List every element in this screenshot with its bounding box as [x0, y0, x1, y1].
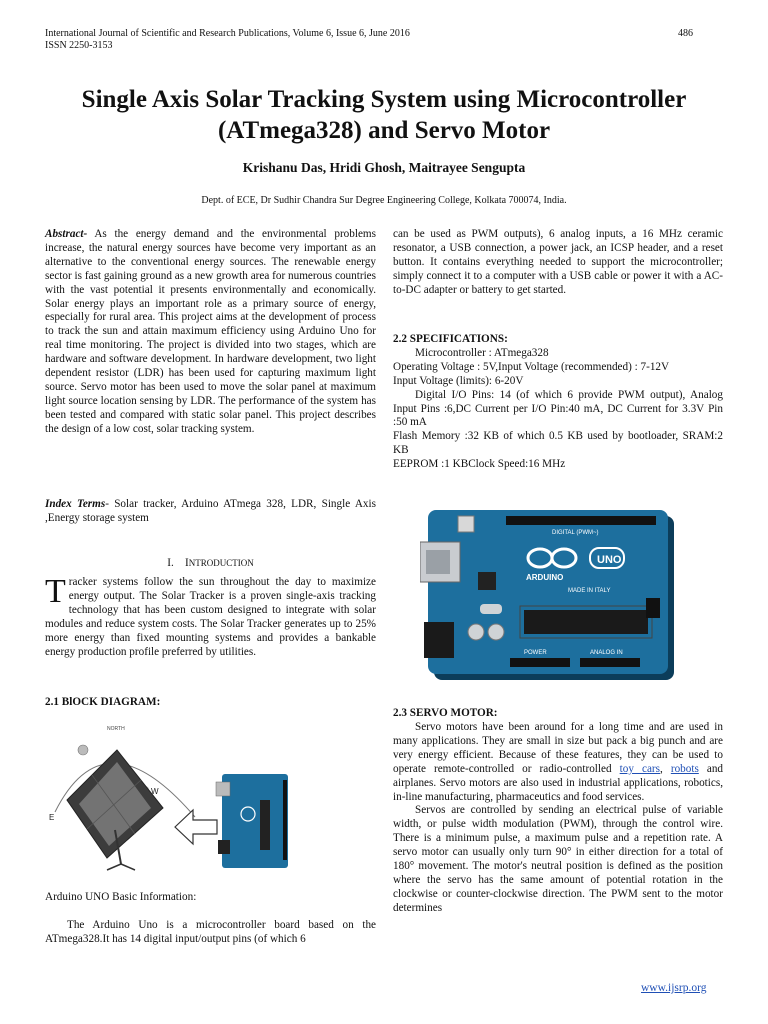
west-label: W [151, 787, 159, 796]
spec-line: Operating Voltage : 5V,Input Voltage (recommended) : 7-12V [393, 360, 670, 373]
power-jack-small [218, 840, 230, 854]
abstract [45, 228, 376, 437]
atmega-chip [524, 610, 648, 634]
intro-number: I. [167, 557, 174, 569]
spec-line: Input Voltage (limits): 6-20V [393, 374, 524, 387]
power-header [510, 658, 570, 667]
issn: ISSN 2250-3153 [45, 40, 113, 51]
title-line-2: (ATmega328) and Servo Motor [217, 117, 551, 144]
servo-p1-b: , [660, 762, 671, 775]
servo-p1-c: and airplanes. Servo motors are also used in industrial applications, robotics, in-line manufacturing, pharmaceutics and food services. [393, 762, 724, 803]
chip-small [260, 800, 270, 850]
north-label: NORTH [107, 726, 125, 732]
usb-port-inner [426, 550, 450, 574]
panel-stand-leg [121, 864, 135, 870]
specs-heading: 2.2 SPECIFICATIONS: [393, 333, 508, 345]
intro-heading-rest: NTRODUCTION [188, 558, 254, 568]
capacitor [468, 624, 484, 640]
block-diagram-heading: 2.1 BlOCK DIAGRAM: [45, 696, 161, 708]
arrow-icon [175, 810, 217, 844]
affiliation: Dept. of ECE, Dr Sudhir Chandra Sur Degree Engineering College, Kolkata 700074, India. [201, 195, 567, 206]
paper-title [20, 84, 748, 146]
servo-p2: Servos are controlled by sending an electrical pulse of variable width, or pulse width modulation (PWM), through the control wire. There is a minimum pulse, a maximum pulse and a repetition rate. A servo motor can usually only turn 90° in either direction for a total of 180° movement. The motor's neutral position is defined as the position where the servo has the same amount of potential rotation in the clockwise or counter-clockwise direction. The PWM sent to the motor determines [393, 804, 723, 914]
arduino-uno-figure [420, 506, 682, 686]
capacitor [488, 624, 504, 640]
index-terms-text: - Solar tracker, Arduino ATmega 328, LDR, Single Axis ,Energy storage system [45, 498, 376, 524]
sun-icon [78, 745, 88, 755]
servo-p1-a: Servo motors have been around for a long time and are used in many applications. They are small in size but pack a big punch and are very energy efficient. Because of these features, they can be used to operate remote-controlled or radio-controlled [393, 721, 723, 775]
spec-line: Digital I/O Pins: 14 (of which 6 provide PWM output), Analog Input Pins :6,DC Current per I/O Pin:40 mA, DC Current for 3.3V Pin :50 mA [393, 388, 723, 429]
panel-stand-leg [107, 864, 121, 870]
journal-header: International Journal of Scientific and Research Publications, Volume 6, Issue 6, June 2016 [45, 28, 410, 39]
crystal [480, 604, 502, 614]
robots-link[interactable]: robots [670, 762, 699, 775]
abstract-label: Abstract- [45, 228, 88, 240]
east-label: E [49, 813, 55, 822]
power-jack [424, 622, 454, 658]
arduino-board-small [222, 774, 288, 868]
analog-label: ANALOG IN [590, 650, 623, 656]
page-number: 486 [678, 28, 693, 39]
reset-button [458, 516, 474, 532]
brand-label: ARDUINO [526, 573, 564, 582]
analog-header [580, 658, 640, 667]
authors: Krishanu Das, Hridi Ghosh, Maitrayee Sengupta [242, 160, 526, 175]
servo-text [393, 721, 723, 916]
spec-line: Flash Memory :32 KB of which 0.5 KB used by bootloader, SRAM:2 KB [393, 430, 723, 457]
power-label: POWER [524, 650, 547, 656]
intro-text: racker systems follow the sun throughout the day to maximize energy output. The Solar Tracker is a proven single-axis tracking technology that has been custom designed to integrate with solar modules and reduce system costs. The Solar Tracker generates up to 25% more energy than fixed mounting systems and provides a bankable energy production profile preferred by utilities. [45, 576, 376, 658]
arduino-info-text: The Arduino Uno is a microcontroller board based on the ATmega328.It has 14 digital input/output pins (of which 6 [45, 919, 376, 945]
header-strip-small [283, 780, 287, 860]
usb-port-small [216, 782, 230, 796]
uno-label: UNO [597, 554, 622, 566]
right-top-text: can be used as PWM outputs), 6 analog inputs, a 16 MHz ceramic resonator, a USB connection, a power jack, an ICSP header, and a reset button. It contains everything needed to support the microcontroller; simply connect it to a computer with a USB cable or power it with a AC-to-DC adapter or battery to get started. [393, 228, 723, 296]
intro-paragraph [45, 573, 376, 659]
footer-website-link[interactable]: www.ijsrp.org [641, 982, 707, 994]
title-line-1: Single Axis Solar Tracking System using Microcontroller [81, 86, 687, 113]
servo-heading: 2.3 SERVO MOTOR: [393, 707, 498, 719]
made-in-label: MADE IN ITALY [568, 588, 611, 594]
usb-chip [478, 572, 496, 590]
abstract-text: As the energy demand and the environmental problems increase, the natural energy sources have become very important as an alternative to the conventional energy sources. The renewable energy sector is fast gaining ground as a new growth area for numerous countries with the vast potential it presents environmentally and economically. Solar energy plays an important role as a primary source of energy, especially for rural area. This project aims at the development of process to track the sun and attain maximum efficiency using Arduino Uno for real time monitoring. The project is divided into two stages, which are hardware and software development. In hardware development, two light dependent resistor (LDR) has been used for capturing maximum light source. Servo motor has been used to move the solar panel at maximum light source location sensing by LDR. The performance of the system has been tested and compared with static solar panel. This project describes the design of a low cost, solar tracking system. [45, 228, 376, 435]
specifications [393, 333, 723, 472]
digital-label: DIGITAL (PWM~) [552, 530, 599, 536]
intro-heading [45, 557, 376, 571]
index-terms [45, 498, 376, 526]
spec-line: Microcontroller : ATmega328 [415, 346, 549, 359]
intro-dropcap: T [45, 573, 66, 610]
spec-line: EEPROM :1 KBClock Speed:16 MHz [393, 458, 566, 471]
icsp-header [646, 598, 660, 618]
digital-header [506, 516, 656, 525]
index-terms-label: Index Terms [45, 498, 106, 510]
arduino-info-heading: Arduino UNO Basic Information: [45, 891, 197, 903]
arduino-board [428, 510, 668, 674]
block-diagram-figure [45, 722, 355, 872]
intro-heading-first: I [184, 557, 189, 569]
toy-cars-link[interactable]: toy cars [619, 762, 660, 775]
